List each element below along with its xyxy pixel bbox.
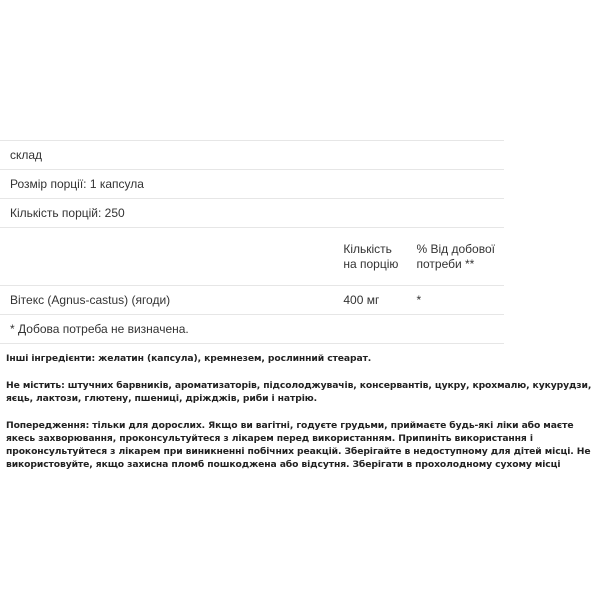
footnote: * Добова потреба не визначена. xyxy=(0,315,504,344)
does-not-contain: Не містить: штучних барвників, ароматизаторів, підсолоджувачів, консервантів, цукру, крохмалю, кукурудзи, яєць, лактози, глютену, пшениці, дріжджів, риби і натрію. xyxy=(6,380,592,404)
serving-size: Розмір порції: 1 капсула xyxy=(0,170,504,199)
table-title: склад xyxy=(0,141,504,170)
ingredient-name: Вітекс (Agnus-castus) (ягоди) xyxy=(0,286,333,315)
other-ingredients: Інші інгредієнти: желатин (капсула), кремнезем, рослинний стеарат. xyxy=(6,353,372,364)
supplement-facts-table xyxy=(0,140,504,344)
header-name-cell xyxy=(0,228,333,286)
table-row xyxy=(0,286,504,315)
servings-per-container: Кількість порцій: 250 xyxy=(0,199,504,228)
serving-size-row xyxy=(0,170,504,199)
table-header-row xyxy=(0,228,504,286)
table-title-row xyxy=(0,141,504,170)
footnote-row xyxy=(0,315,504,344)
warning: Попередження: тільки для дорослих. Якщо ви вагітні, годуєте грудьми, приймаєте будь-які ліки або маєте якесь захворювання, проконсультуйтеся з лікарем перед використанням. Припиніть використання і проконсультуйтеся з лікарем при виникненні побічних реакцій. Зберігайте в недоступному для дітей місці. Не використовуйте, якщо захисна пломб пошкоджена або відсутня. Зберігати в прохолодному сухому місці xyxy=(6,420,591,470)
header-daily-value: % Від добової потреби ** xyxy=(406,228,504,286)
ingredient-amount: 400 мг xyxy=(333,286,406,315)
product-notes xyxy=(6,352,596,485)
ingredient-daily-value: * xyxy=(406,286,504,315)
servings-per-container-row xyxy=(0,199,504,228)
header-amount: Кількість на порцію xyxy=(333,228,406,286)
